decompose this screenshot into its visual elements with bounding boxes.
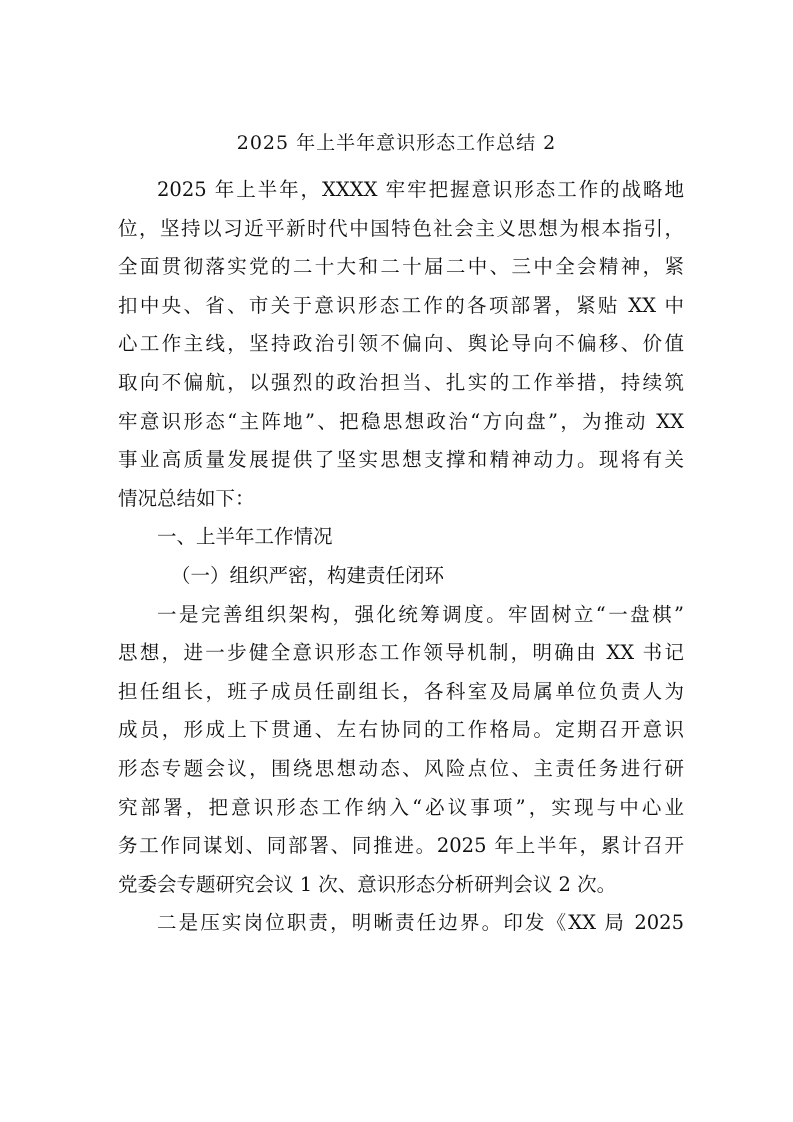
paragraph-line: 一是完善组织架构，强化统筹调度。牢固树立“一盘棋”: [157, 602, 684, 626]
paragraph-line: 位，坚持以习近平新时代中国特色社会主义思想为根本指引，: [118, 216, 684, 240]
paragraph-line: 务工作同谋划、同部署、同推进。2025 年上半年，累计召开: [118, 834, 684, 858]
paragraph-line: 牢意识形态“主阵地”、把稳思想政治“方向盘”，为推动 XX: [118, 409, 684, 433]
paragraph-line: 担任组长，班子成员任副组长，各科室及局属单位负责人为: [118, 679, 684, 703]
paragraph-line: 究部署，把意识形态工作纳入“必议事项”，实现与中心业: [118, 795, 684, 819]
paragraph-line: 形态专题会议，围绕思想动态、风险点位、主责任务进行研: [118, 756, 684, 780]
document-title: 2025 年上半年意识形态工作总结 2: [236, 132, 557, 154]
paragraph-line: 心工作主线，坚持政治引领不偏向、舆论导向不偏移、价值: [118, 332, 684, 356]
paragraph-line: 成员，形成上下贯通、左右协同的工作格局。定期召开意识: [118, 718, 684, 742]
subsection-heading: （一）组织严密，构建责任闭环: [171, 563, 445, 587]
section-heading: 一、上半年工作情况: [157, 525, 333, 549]
paragraph-line: 取向不偏航，以强烈的政治担当、扎实的工作举措，持续筑: [118, 370, 684, 394]
paragraph-line: 二是压实岗位职责，明晰责任边界。印发《XX 局 2025: [157, 911, 684, 935]
paragraph-line: 扣中央、省、市关于意识形态工作的各项部署，紧贴 XX 中: [118, 293, 684, 317]
paragraph-line: 全面贯彻落实党的二十大和二十届二中、三中全会精神，紧: [118, 255, 684, 279]
paragraph-line: 事业高质量发展提供了坚实思想支撑和精神动力。现将有关: [118, 448, 684, 472]
paragraph-line: 情况总结如下：: [118, 486, 255, 510]
paragraph-line: 党委会专题研究会议 1 次、意识形态分析研判会议 2 次。: [118, 872, 617, 896]
paragraph-line: 思想，进一步健全意识形态工作领导机制，明确由 XX 书记: [118, 641, 684, 665]
paragraph-line: 2025 年上半年，XXXX 牢牢把握意识形态工作的战略地: [157, 178, 684, 201]
document-body: [118, 171, 684, 943]
